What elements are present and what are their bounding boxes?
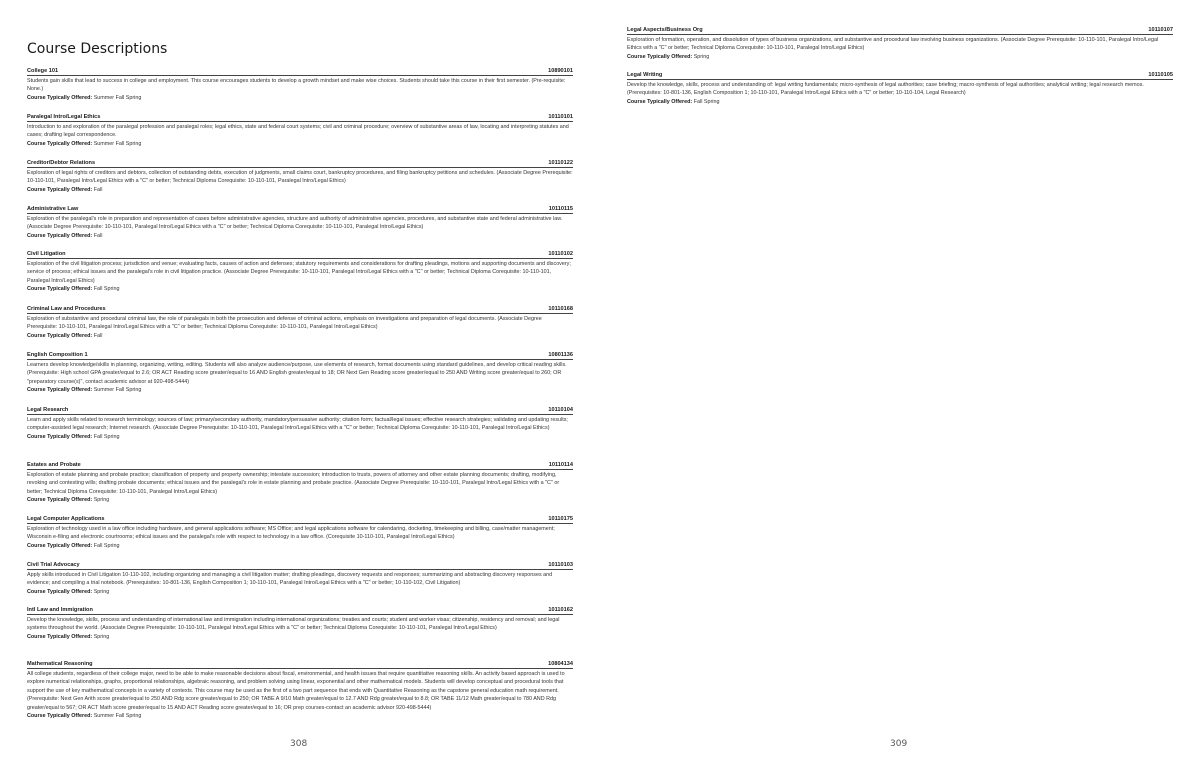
offered-terms: Fall (93, 186, 103, 193)
course-description: Exploration of technology used in a law office including hardware, and general applications software; MS Office; and legal applications software for calendaring, docketing, timekeeping and billing, case/matter management; Wisconsin e-filing and electronic courtrooms; ethical issues and the paralegal's role with respect to technology in a law office. (Corequisite 10-110-101, Paralegal Intro/Legal Ethics) (27, 525, 555, 541)
course-title: Legal Aspects/Business Org (627, 27, 703, 33)
course-title: Mathematical Reasoning (27, 661, 93, 667)
offered-terms: Fall (93, 232, 103, 239)
offered-terms: Summer Fall Spring (93, 140, 142, 147)
course-title: College 101 (27, 68, 59, 74)
course-description: Exploration of estate planning and probate practice; classification of property and property ownership; intestate succession; introduction to trusts, powers of attorney and other estate planning documents; drafting, modifying, revoking and contesting wills; drafting probate documents; ethical issues and the paralegal's role in estate planning and probate practice. (Associate Degree Prerequisite: 10-110-101, Paralegal Intro/Legal Ethics with a "C" or better; Technical Diploma Corequisite: 10-110-101, Paralegal Intro/Legal Ethics) (27, 471, 560, 495)
course-header (27, 206, 573, 214)
course-header (27, 562, 573, 570)
offered-label: Course Typically Offered: (27, 497, 93, 504)
offered-label: Course Typically Offered: (27, 387, 93, 394)
course-code: 10110107 (1148, 27, 1173, 33)
course-header (27, 607, 573, 615)
offered-label: Course Typically Offered: (27, 713, 93, 720)
course-code: 10110168 (548, 306, 573, 312)
course-description: Develop the knowledge, skills, process and understanding of international law and immigration including international organizations; treaties and courts; student and worker visas; citizenship, residency and removal; and legal systems throughout the world. (Associate Degree Prerequisite: 10-110-101, Paralegal Intro/Legal Ethics with a "C" or better; Technical Diploma Corequisite: 10-110-101, Paralegal Intro/Legal Ethics) (27, 616, 560, 632)
course-entry (27, 352, 573, 395)
course-entry (27, 661, 573, 721)
course-entry (27, 607, 573, 641)
course-title: Estates and Probate (27, 462, 81, 468)
course-header (27, 306, 573, 314)
offered-label: Course Typically Offered: (27, 332, 93, 339)
course-description: All college students, regardless of their college major, need to be able to make reasonable decisions about fiscal, environmental, and health issues that require quantitative reasoning skills. An activity based approach is used to explore numerical relationships, graphs, proportional relationships, algebraic reasoning, and problem solving using linear, exponential and other mathematical models. Students will develop conceptual and procedural tools that support the use of key mathematical concepts in a variety of contexts. This course may be used as the first of a two part sequence that ends with Quantitative Reasoning as the capstone general education math requirement. (Prerequisite: Next Gen Arith score greater/equal to 250 AND Rdg score greater/equal to 250; OR TABE A 9/10 Math greater/equal to 12.7 AND Rdg greater/equal to 8.8; OR TABE 11/12 Math greater/equal to 780 AND Rdg greater/equal to 567; OR ACT Math score greater/equal to 15 AND ACT Reading score greater/equal to 16; OR prep courses-contact an academic advisor 920-498-5444) (27, 670, 565, 711)
offered-terms: Summer Fall Spring (93, 94, 142, 101)
course-code: 10110105 (1148, 72, 1173, 78)
course-offered (627, 53, 1173, 62)
course-offered (27, 588, 573, 597)
course-code: 10110104 (548, 407, 573, 413)
offered-terms: Fall (93, 332, 103, 339)
offered-label: Course Typically Offered: (27, 94, 93, 101)
course-header (27, 251, 573, 259)
offered-terms: Fall Spring (693, 98, 720, 105)
offered-label: Course Typically Offered: (27, 588, 93, 595)
course-description: Apply skills introduced in Civil Litigation 10-110-102, including organizing and managing a civil litigation matter; drafting pleadings, discovery requests and responses; summarizing and abstracting discovery responses and evidence; and compiling a trial notebook. (Prerequisites: 10-801-136, English Composition 1; 10-110-101, Paralegal Intro/Legal Ethics with a "C" or better; 10-110-102, Civil Litigation) (27, 571, 553, 587)
course-header (27, 352, 573, 360)
course-title: Criminal Law and Procedures (27, 306, 106, 312)
course-title: Administrative Law (27, 206, 79, 212)
course-header (27, 114, 573, 122)
course-code: 10801136 (548, 352, 573, 358)
course-entry (27, 68, 573, 102)
course-code: 10110175 (548, 516, 573, 522)
course-title: Civil Trial Advocacy (27, 562, 80, 568)
course-offered (27, 386, 573, 395)
course-code: 10804134 (548, 661, 573, 667)
course-code: 10110162 (548, 607, 573, 613)
course-title: Creditor/Debtor Relations (27, 160, 96, 166)
course-description: Students gain skills that lead to success in college and employment. This course encourages students to develop a growth mindset and make wise choices. Students should take this course in their first semester. (Pre-requisite: None.) (27, 77, 566, 93)
course-description: Exploration of substantive and procedural criminal law, the role of paralegals in both the prosecution and defense of criminal actions, emphasis on investigations and preparation of legal documents. (Associate Degree Prerequisite: 10-110-101, Paralegal Intro/Legal Ethics with a "C" or better; Technical Diploma Corequisite: 10-110-101, Paralegal Intro/Legal Ethics) (27, 315, 542, 331)
course-offered (27, 496, 573, 505)
course-entry (27, 407, 573, 441)
course-entry (27, 562, 573, 596)
page-number-left: 308 (290, 739, 308, 749)
offered-label: Course Typically Offered: (627, 98, 693, 105)
page-title: Course Descriptions (27, 41, 168, 57)
course-header (27, 661, 573, 669)
offered-label: Course Typically Offered: (27, 140, 93, 147)
offered-terms: Spring (93, 588, 110, 595)
course-offered (27, 712, 573, 721)
offered-label: Course Typically Offered: (27, 186, 93, 193)
course-header (27, 462, 573, 470)
right-page (600, 0, 1200, 776)
offered-label: Course Typically Offered: (27, 542, 93, 549)
course-title: Paralegal Intro/Legal Ethics (27, 114, 101, 120)
course-title: Civil Litigation (27, 251, 66, 257)
course-description: Introduction to and exploration of the paralegal profession and paralegal roles; legal ethics, state and federal court systems; civil and criminal procedure; overview of substantive areas of law, locating and interpreting statutes and cases; drafting legal correspondence. (27, 123, 569, 139)
offered-label: Course Typically Offered: (27, 433, 93, 440)
offered-terms: Spring (93, 497, 110, 504)
course-entry (627, 27, 1173, 61)
offered-terms: Spring (693, 53, 710, 60)
course-header (27, 407, 573, 415)
course-title: Legal Writing (627, 72, 663, 78)
course-header (27, 68, 573, 76)
course-code: 10110115 (548, 206, 573, 212)
course-code: 10110122 (548, 160, 573, 166)
offered-terms: Summer Fall Spring (93, 713, 142, 720)
course-entry (27, 251, 573, 294)
offered-terms: Fall Spring (93, 433, 120, 440)
course-code: 10110103 (548, 562, 573, 568)
course-offered (27, 186, 573, 195)
course-entry (27, 516, 573, 550)
course-offered (27, 232, 573, 241)
course-title: English Composition 1 (27, 352, 88, 358)
course-header (627, 72, 1173, 80)
course-entry (27, 306, 573, 340)
course-code: 10110114 (548, 462, 573, 468)
course-offered (27, 433, 573, 442)
course-title: Intl Law and Immigration (27, 607, 93, 613)
course-offered (27, 285, 573, 294)
course-description: Exploration of the civil litigation process; jurisdiction and venue; evaluating facts, causes of action and defenses; statutory requirements and considerations for drafting pleadings, motions and supporting documents and discovery; service of process; ethical issues and the paralegal's role in civil litigation practice. (Associate Degree Prerequisite: 10-110-101, Paralegal Intro/Legal Ethics with a "C" or better; Technical Diploma Corequisite: 10-110-101, Paralegal Intro/Legal Ethics) (27, 260, 571, 284)
course-title: Legal Computer Applications (27, 516, 105, 522)
course-header (27, 516, 573, 524)
offered-terms: Fall Spring (93, 542, 120, 549)
course-entry (27, 206, 573, 240)
course-offered (627, 98, 1173, 107)
course-entry (627, 72, 1173, 106)
course-offered (27, 542, 573, 551)
course-title: Legal Research (27, 407, 69, 413)
course-description: Learn and apply skills related to research terminology; sources of law; primary/secondary authority, mandatory/persuasive authority; citation form; factual/legal issues; effective research strategies; validating and updating results; computer-assisted legal research; Internet research. (Associate Degree Prerequisite: 10-110-101, Paralegal Intro/Legal Ethics with a "C" or better; Technical Diploma Corequisite: 10-110-101, Paralegal Intro/Legal Ethics) (27, 416, 568, 432)
course-offered (27, 332, 573, 341)
offered-label: Course Typically Offered: (27, 286, 93, 293)
course-description: Learners develop knowledge/skills in planning, organizing, writing, editing. Students will also analyze audience/purpose, use elements of research, format documents using standard guidelines, and develop critical reading skills. (Prerequisite: High school GPA greater/equal to 2.6; OR ACT Reading score greater/equal to 16 AND English greater/equal to 18; OR Next Gen Reading score greater/equal to 250 AND Writing score greater/equal to 260; OR "preparatory course(s)", contact academic advisor at 920-498-5444) (27, 361, 567, 385)
course-description: Exploration of the paralegal's role in preparation and representation of cases before administrative agencies, structure and authority of administrative agencies, procedures, and substantive state and federal administrative law. (Associate Degree Prerequisite: 10-110-101, Paralegal Intro/Legal Ethics with a "C" or better; Technical Diploma Corequisite: 10-110-101, Paralegal Intro/Legal Ethics) (27, 215, 563, 231)
offered-label: Course Typically Offered: (627, 53, 693, 60)
course-offered (27, 94, 573, 103)
course-code: 10110102 (548, 251, 573, 257)
course-offered (27, 633, 573, 642)
course-header (627, 27, 1173, 35)
course-entry (27, 114, 573, 148)
page-number-right: 309 (890, 739, 908, 749)
course-code: 10110101 (548, 114, 573, 120)
course-description: Exploration of formation, operation, and dissolution of types of business organizations, and substantive and procedural law involving business organizations. (Associate Degree Prerequisite: 10-110-101, Paralegal Intro/Legal Ethics with a "C" or better; Technical Diploma Corequisite: 10-110-101, Paralegal Intro/Legal Ethics) (627, 36, 1159, 52)
offered-terms: Spring (93, 633, 110, 640)
offered-label: Course Typically Offered: (27, 232, 93, 239)
course-entry (27, 160, 573, 194)
course-entry (27, 462, 573, 505)
course-code: 10890101 (548, 68, 573, 74)
course-description: Develop the knowledge, skills, process and understanding of: legal writing fundamentals; micro-synthesis of legal authorities; case briefing; macro-synthesis of legal authorities; analytical writing; legal research memos. (Prerequisites: 10-801-136, English Composition 1; 10-110-101, Paralegal Intro/Legal Ethics with a "C" or better; 10-110-104, Legal Research) (627, 81, 1144, 97)
course-offered (27, 140, 573, 149)
course-description: Exploration of legal rights of creditors and debtors, collection of outstanding debts, execution of judgments, small claims court, bankruptcy procedures, and filing bankruptcy petitions and schedules. (Associate Degree Prerequisite: 10-110-101, Paralegal Intro/Legal Ethics with a "C" or better; Technical Diploma Corequisite: 10-110-101, Paralegal Intro/Legal Ethics) (27, 169, 573, 185)
offered-label: Course Typically Offered: (27, 633, 93, 640)
offered-terms: Fall Spring (93, 286, 120, 293)
course-header (27, 160, 573, 168)
offered-terms: Summer Fall Spring (93, 387, 142, 394)
